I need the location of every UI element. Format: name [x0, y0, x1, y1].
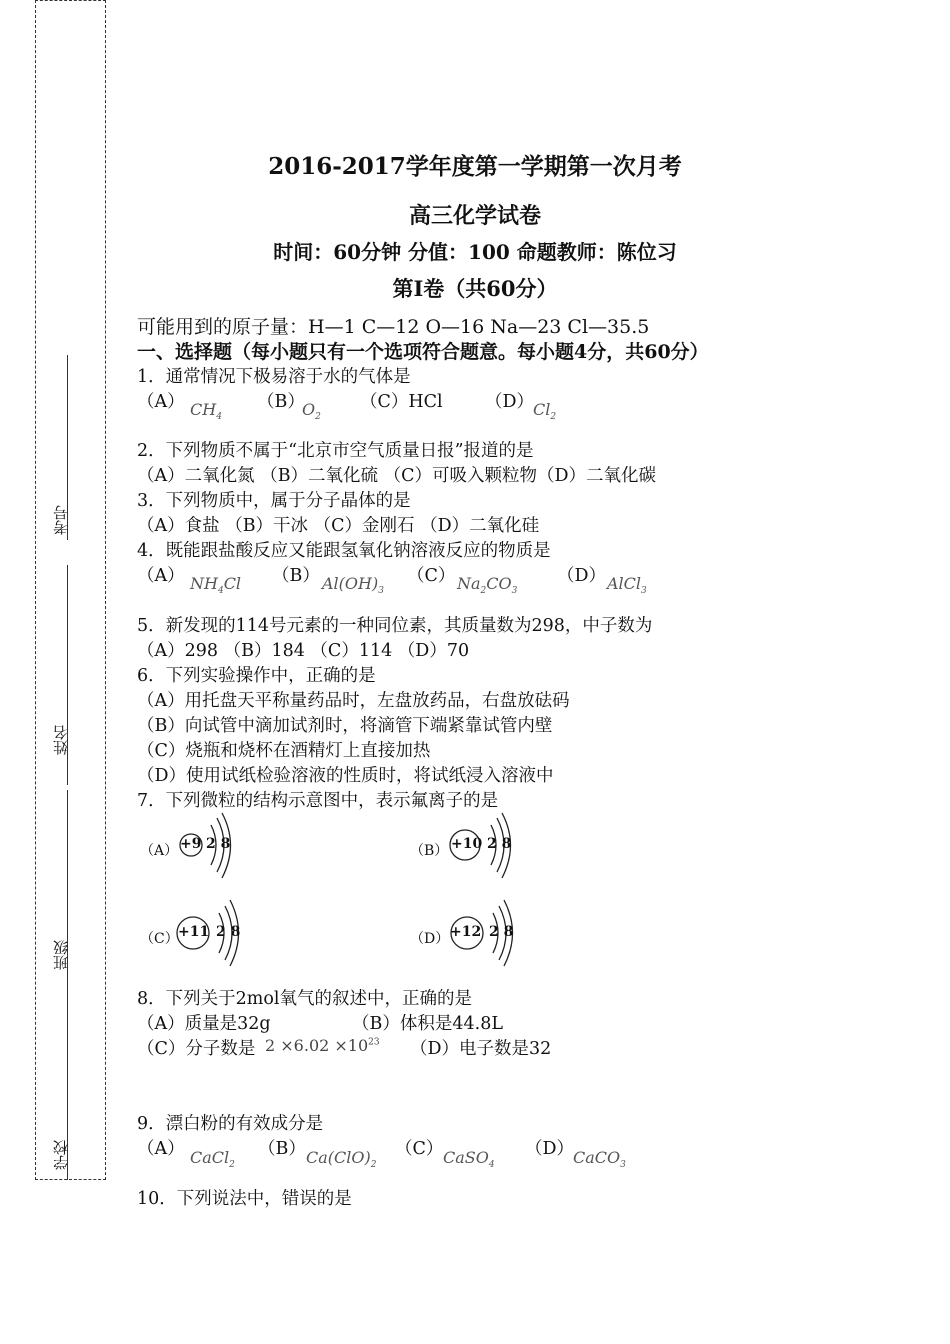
q4-option-a: （A） [137, 566, 185, 586]
q9-stem: 9．漂白粉的有效成分是 [137, 1114, 324, 1134]
class-line [67, 790, 68, 1005]
q4-option-c: （C） [407, 566, 456, 586]
q4-formula-d: AlCl$_3$ [607, 574, 647, 597]
exam-subtitle: 高三化学试卷 [408, 203, 541, 229]
q6-stem: 6．下列实验操作中，正确的是 [137, 666, 376, 686]
q4-stem: 4．既能跟盐酸反应又能跟氢氧化钠溶液反应的物质是 [137, 541, 551, 561]
q7-diagram-c [137, 898, 267, 968]
q1-stem: 1．通常情况下极易溶于水的气体是 [137, 367, 411, 387]
name-label: 姓名 [52, 725, 70, 755]
q9-option-d: （D） [525, 1139, 575, 1159]
q7-a-shells: 2 8 [206, 836, 231, 852]
q1-formula-d: $Cl_2$ [533, 400, 557, 423]
q9-formula-b: $Ca(ClO)_2$ [306, 1148, 377, 1171]
q10-stem: 10．下列说法中，错误的是 [137, 1189, 352, 1209]
q6-option-b: （B）向试管中滴加试剂时，将滴管下端紧靠试管内壁 [137, 716, 553, 736]
q4-option-b: （B） [272, 566, 320, 586]
q6-option-c: （C）烧瓶和烧杯在酒精灯上直接加热 [137, 741, 431, 761]
q4-formula-a: $NH_4Cl$ [190, 574, 242, 597]
atomic-masses: 可能用到的原子量：H—1 C—12 O—16 Na—23 Cl—35.5 [137, 316, 650, 338]
exam-info: 时间：60分钟 分值：100 命题教师：陈位习 [273, 240, 677, 264]
q8-option-d: （D）电子数是32 [410, 1039, 552, 1059]
q2-stem: 2．下列物质不属于“北京市空气质量日报”报道的是 [137, 441, 534, 461]
q9-option-a: （A） [137, 1139, 185, 1159]
q6-option-d: （D）使用试纸检验溶液的性质时，将试纸浸入溶液中 [137, 766, 554, 786]
q9-formula-d: CaCO$_3$ [573, 1148, 626, 1171]
q9-option-c: （C） [395, 1139, 444, 1159]
q4-formula-b: $Al(OH)_3$ [322, 574, 384, 597]
q4-option-d: （D） [557, 566, 607, 586]
q2-options: （A）二氧化氮 （B）二氧化硫 （C）可吸入颗粒物（D）二氧化碳 [137, 466, 657, 486]
q7-a-letter: （A） [140, 843, 179, 859]
q8-formula-c: $2 \times 6.02 \times 10^{23}$ [265, 1036, 380, 1055]
q1-option-a: （A） [137, 392, 185, 412]
q7-c-letter: （C） [140, 931, 179, 947]
class-label: 班级 [52, 940, 70, 970]
q7-diagram-b [407, 812, 537, 882]
q6-option-a: （A）用托盘天平称量药品时，左盘放药品，右盘放砝码 [137, 691, 570, 711]
q1-option-d: （D） [485, 392, 535, 412]
q7-a-nucleus: +9 [180, 836, 202, 852]
part-heading: 第Ⅰ卷（共60分） [392, 276, 558, 301]
q9-option-b: （B） [258, 1139, 306, 1159]
q7-b-nucleus: +10 [451, 836, 483, 852]
q7-d-shells: 2 8 [489, 924, 514, 940]
exam-title: 2016-2017学年度第一学期第一次月考 [268, 153, 682, 180]
q4-formula-c: $Na_2CO_3$ [457, 574, 518, 597]
exam-number-label: 考号 [52, 505, 70, 535]
q7-c-shells: 2 8 [216, 924, 241, 940]
q8-option-a: （A）质量是32g [137, 1014, 271, 1034]
q5-stem: 5．新发现的114号元素的一种同位素，其质量数为298，中子数为 [137, 616, 653, 636]
q7-c-nucleus: +11 [178, 924, 210, 940]
q3-options: （A）食盐 （B）干冰 （C）金刚石 （D）二氧化硅 [137, 516, 540, 536]
q7-d-nucleus: +12 [450, 924, 482, 940]
q7-diagram-d [407, 898, 537, 968]
school-label: 学校 [52, 1140, 70, 1170]
q8-stem: 8．下列关于2mol氧气的叙述中，正确的是 [137, 989, 472, 1009]
q7-b-shells: 2 8 [487, 836, 512, 852]
q8-option-b: （B）体积是44.8L [352, 1014, 503, 1034]
q9-formula-a: CaCl$_2$ [190, 1148, 235, 1171]
section-heading: 一、选择题（每小题只有一个选项符合题意。每小题4分，共60分） [137, 341, 709, 363]
q1-option-c: （C）HCl [360, 392, 443, 412]
q1-formula-b: $O_2$ [302, 400, 321, 423]
q7-b-letter: （B） [410, 843, 449, 859]
q7-stem: 7．下列微粒的结构示意图中，表示氟离子的是 [137, 791, 499, 811]
q1-option-b: （B） [257, 392, 305, 412]
q8-option-c: （C）分子数是 [137, 1039, 256, 1059]
q9-formula-c: CaSO$_4$ [443, 1148, 495, 1171]
q7-diagram-a [137, 812, 257, 882]
q1-formula-a: $CH_4$ [190, 400, 222, 423]
q7-d-letter: （D） [410, 931, 450, 947]
q3-stem: 3．下列物质中，属于分子晶体的是 [137, 491, 411, 511]
q5-options: （A）298 （B）184 （C）114 （D）70 [137, 641, 470, 661]
